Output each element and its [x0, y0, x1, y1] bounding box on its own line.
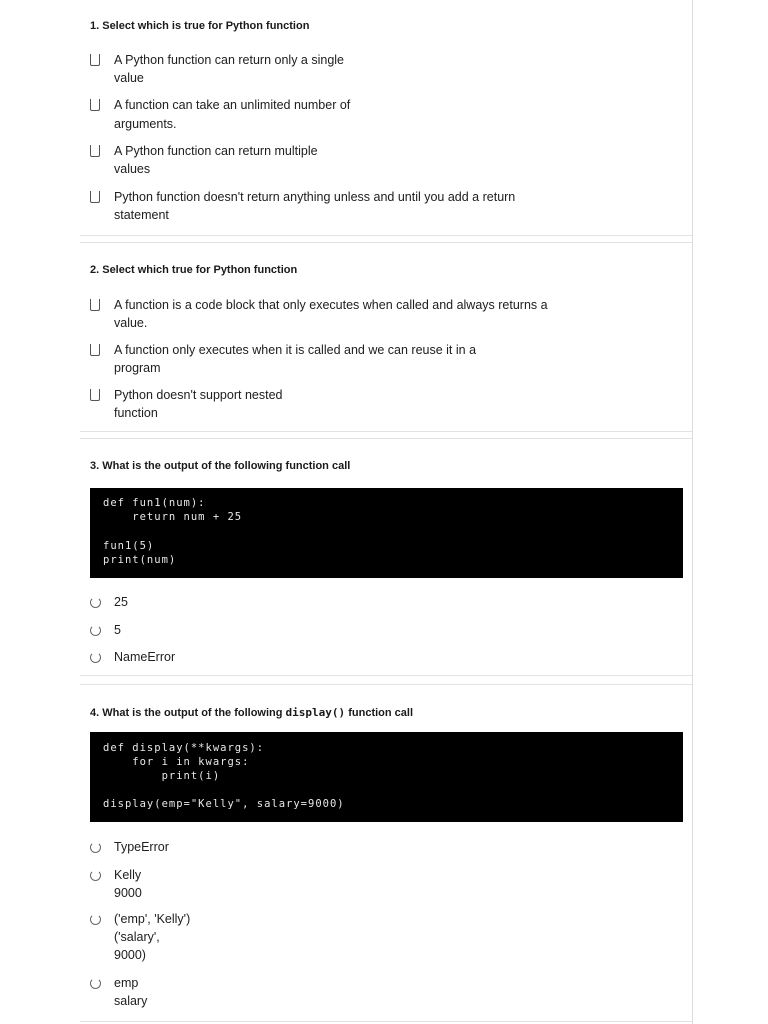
option-label: salary — [114, 994, 148, 1008]
option-label: 9000 — [114, 886, 142, 900]
option-radio[interactable] — [90, 913, 650, 969]
question-card-2 — [80, 242, 692, 432]
option-checkbox[interactable] — [90, 388, 650, 424]
radio-icon[interactable] — [90, 914, 101, 925]
radio-icon[interactable] — [90, 870, 101, 881]
option-radio[interactable] — [90, 651, 650, 671]
checkbox-icon[interactable] — [90, 99, 100, 111]
checkbox-icon[interactable] — [90, 191, 100, 203]
option-label: 25 — [114, 595, 128, 609]
option-radio[interactable] — [90, 624, 650, 644]
option-label: Kelly — [114, 868, 142, 882]
checkbox-icon[interactable] — [90, 145, 100, 157]
option-label: 5 — [114, 623, 121, 637]
radio-icon[interactable] — [90, 652, 101, 663]
radio-icon[interactable] — [90, 842, 101, 853]
option-label: function — [114, 406, 158, 420]
code-line: print(num) — [103, 554, 177, 566]
option-label: value — [114, 71, 144, 85]
option-label: emp — [114, 976, 139, 990]
option-label: NameError — [114, 650, 176, 664]
option-label: values — [114, 162, 151, 176]
code-block — [90, 732, 683, 822]
code-line: return num + 25 — [103, 511, 243, 523]
question-title: 3. What is the output of the following function call — [90, 460, 351, 472]
option-label: A function is a code block that only executes when called and always returns a — [114, 298, 548, 312]
code-line: display(emp="Kelly", salary=9000) — [103, 798, 345, 810]
option-label: A function can take an unlimited number of — [114, 98, 351, 112]
option-checkbox[interactable] — [90, 190, 650, 226]
option-label: A Python function can return multiple — [114, 144, 318, 158]
question-card-1 — [80, 0, 692, 236]
option-checkbox[interactable] — [90, 298, 650, 334]
question-title-text: 4. What is the output of the following — [90, 707, 283, 719]
option-label: statement — [114, 208, 169, 222]
option-label: value. — [114, 316, 148, 330]
question-title: 1. Select which is true for Python function — [90, 20, 310, 32]
option-label: ('emp', 'Kelly') — [114, 912, 191, 926]
option-label: ('salary', — [114, 930, 160, 944]
checkbox-icon[interactable] — [90, 389, 100, 401]
checkbox-icon[interactable] — [90, 344, 100, 356]
option-label: Python function doesn't return anything unless and until you add a return — [114, 190, 516, 204]
question-title-text: function call — [348, 707, 413, 719]
option-checkbox[interactable] — [90, 343, 650, 379]
option-checkbox[interactable] — [90, 53, 650, 89]
page-divider — [692, 0, 693, 1024]
option-label: A Python function can return only a single — [114, 53, 345, 67]
option-label: A function only executes when it is called and we can reuse it in a — [114, 343, 477, 357]
option-label: program — [114, 361, 161, 375]
radio-icon[interactable] — [90, 978, 101, 989]
option-checkbox[interactable] — [90, 98, 650, 134]
question-title-code: display() — [285, 706, 346, 719]
code-line: def fun1(num): — [103, 497, 206, 509]
question-title: 2. Select which true for Python function — [90, 264, 298, 276]
option-checkbox[interactable] — [90, 144, 650, 180]
code-line: fun1(5) — [103, 540, 155, 552]
option-radio[interactable] — [90, 841, 650, 861]
radio-icon[interactable] — [90, 597, 101, 608]
checkbox-icon[interactable] — [90, 54, 100, 66]
code-block — [90, 488, 683, 578]
code-line: for i in kwargs: — [103, 756, 250, 768]
checkbox-icon[interactable] — [90, 299, 100, 311]
option-label: arguments. — [114, 117, 177, 131]
option-radio[interactable] — [90, 977, 650, 1013]
code-line: def display(**kwargs): — [103, 742, 265, 754]
option-radio[interactable] — [90, 869, 650, 905]
option-radio[interactable] — [90, 596, 650, 616]
option-label: TypeError — [114, 840, 169, 854]
code-line: print(i) — [103, 770, 221, 782]
option-label: 9000) — [114, 948, 146, 962]
option-label: Python doesn't support nested — [114, 388, 283, 402]
question-title — [90, 706, 413, 719]
radio-icon[interactable] — [90, 625, 101, 636]
